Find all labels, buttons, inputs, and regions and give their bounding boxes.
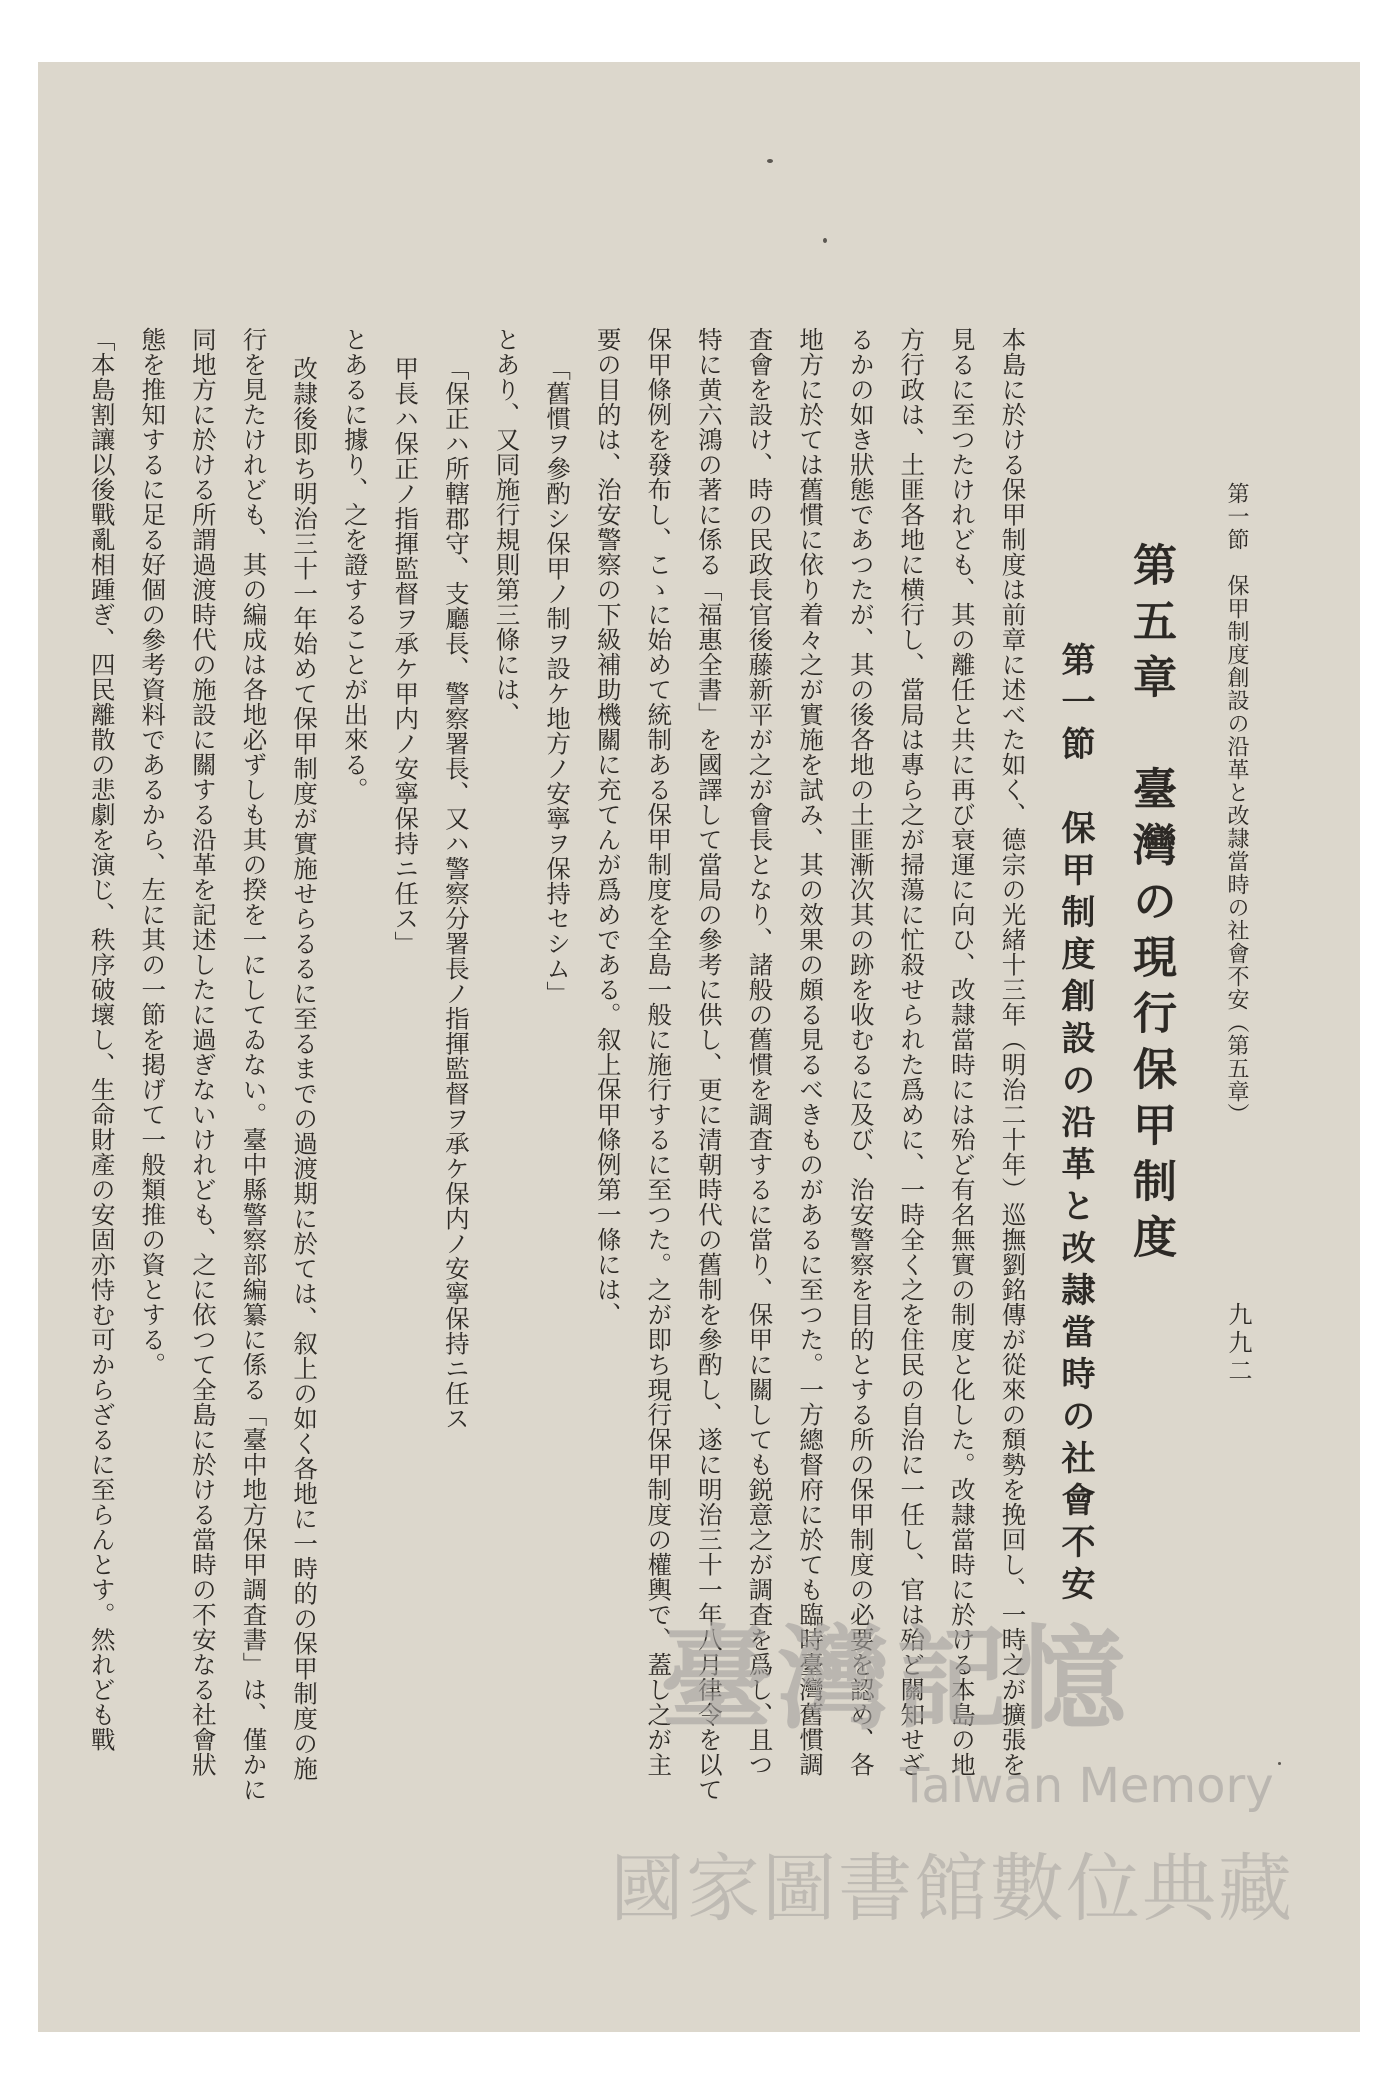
body-line: 行を見たけれども、其の編成は各地必ずしも其の揆を一にしてゐない。臺中縣警察部編纂に係る「臺中地方保甲調査書」は、僅かに <box>239 327 269 1802</box>
page-speck <box>767 159 773 163</box>
body-line: 地方に於ては舊慣に依り着々之が實施を試み、其の效果の頗る見るべきものがあるに至つた。一方總督府に於ても臨時臺灣舊慣調 <box>796 327 826 1777</box>
body-line: 査會を設け、時の民政長官後藤新平が之が會長となり、諸般の舊慣を調査するに當り、保甲に關しても鋭意之が調査を爲し、且つ <box>745 327 775 1777</box>
page-speck <box>823 238 827 243</box>
body-line: 特に黄六鴻の著に係る「福惠全書」を國譯して當局の參考に供し、更に清朝時代の舊制を參酌し、遂に明治三十一年八月律令を以て <box>694 327 724 1802</box>
body-line: 見るに至つたけれども、其の離任と共に再び衰運に向ひ、改隷當時には殆ど有名無實の制度と化した。改隷當時に於ける本島の地 <box>947 327 977 1777</box>
body-line: 態を推知するに足る好個の參考資料であるから、左に其の一節を掲げて一般類推の資とする。 <box>138 327 168 1377</box>
body-line: 同地方に於ける所謂過渡時代の施設に關する沿革を記述したに過ぎないけれども、之に依つて全島に於ける當時の不安なる社會狀 <box>188 327 218 1777</box>
body-line: 要の目的は、治安警察の下級補助機關に充てんが爲めである。叙上保甲條例第一條には、 <box>593 327 623 1327</box>
body-line: 保甲條例を發布し、こゝに始めて統制ある保甲制度を全島一般に施行するに至つた。之が即ち現行保甲制度の權輿で、蓋し之が主 <box>644 327 674 1777</box>
watermark <box>610 1590 1294 1932</box>
running-head: 第一節 保甲制度創設の沿革と改隷當時の社會不安（第五章） <box>1224 482 1249 1126</box>
body-line: 本島に於ける保甲制度は前章に述べた如く、德宗の光緒十三年（明治二十年）巡撫劉銘傳が從來の頽勢を挽回し、一時之が擴張を <box>998 327 1028 1777</box>
body-line: とあるに據り、之を證することが出來る。 <box>340 327 370 802</box>
chapter-title: 第五章 臺灣の現行保甲制度 <box>1125 542 1176 1270</box>
body-line: 方行政は、土匪各地に横行し、當局は專ら之が掃蕩に忙殺せられた爲めに、一時全く之を住民の自治に一任し、官は殆ど關知せざ <box>897 327 927 1777</box>
body-line: 「本島割讓以後戰亂相踵ぎ、四民離散の悲劇を演じ、秩序破壞し、生命財產の安固亦恃む可からざるに至らんとす。然れども戰 <box>87 327 117 1752</box>
section-title: 第一節 保甲制度創設の沿革と改隷當時の社會不安 <box>1055 642 1095 1608</box>
watermark-english: Taiwan Memory <box>900 1758 1274 1814</box>
watermark-chinese: 國家圖書館數位典藏 <box>610 1846 1294 1932</box>
body-line: るかの如き狀態であつたが、其の後各地の土匪漸次其の跡を收むるに及び、治安警察を目的とする所の保甲制度の必要を認め、各 <box>846 327 876 1777</box>
watermark-logo: 臺灣記憶 <box>660 1614 1132 1745</box>
page-number: 九九二 <box>1224 1302 1252 1386</box>
body-line: とあり、又同施行規則第三條には、 <box>492 327 522 727</box>
body-line: 「舊慣ヲ參酌シ保甲ノ制ヲ設ケ地方ノ安寧ヲ保持セシム」 <box>543 356 573 1006</box>
body-line: 甲長ハ保正ノ指揮監督ヲ承ケ甲内ノ安寧保持ニ任ス」 <box>391 356 421 956</box>
body-line: 「保正ハ所轄郡守、支廳長、警察署長、又ハ警察分署長ノ指揮監督ヲ承ケ保内ノ安寧保持ニ任ス <box>441 356 471 1431</box>
body-line: 改隷後即ち明治三十一年始めて保甲制度が實施せらるるに至るまでの過渡期に於ては、叙上の如く各地に一時的の保甲制度の施 <box>290 356 320 1781</box>
